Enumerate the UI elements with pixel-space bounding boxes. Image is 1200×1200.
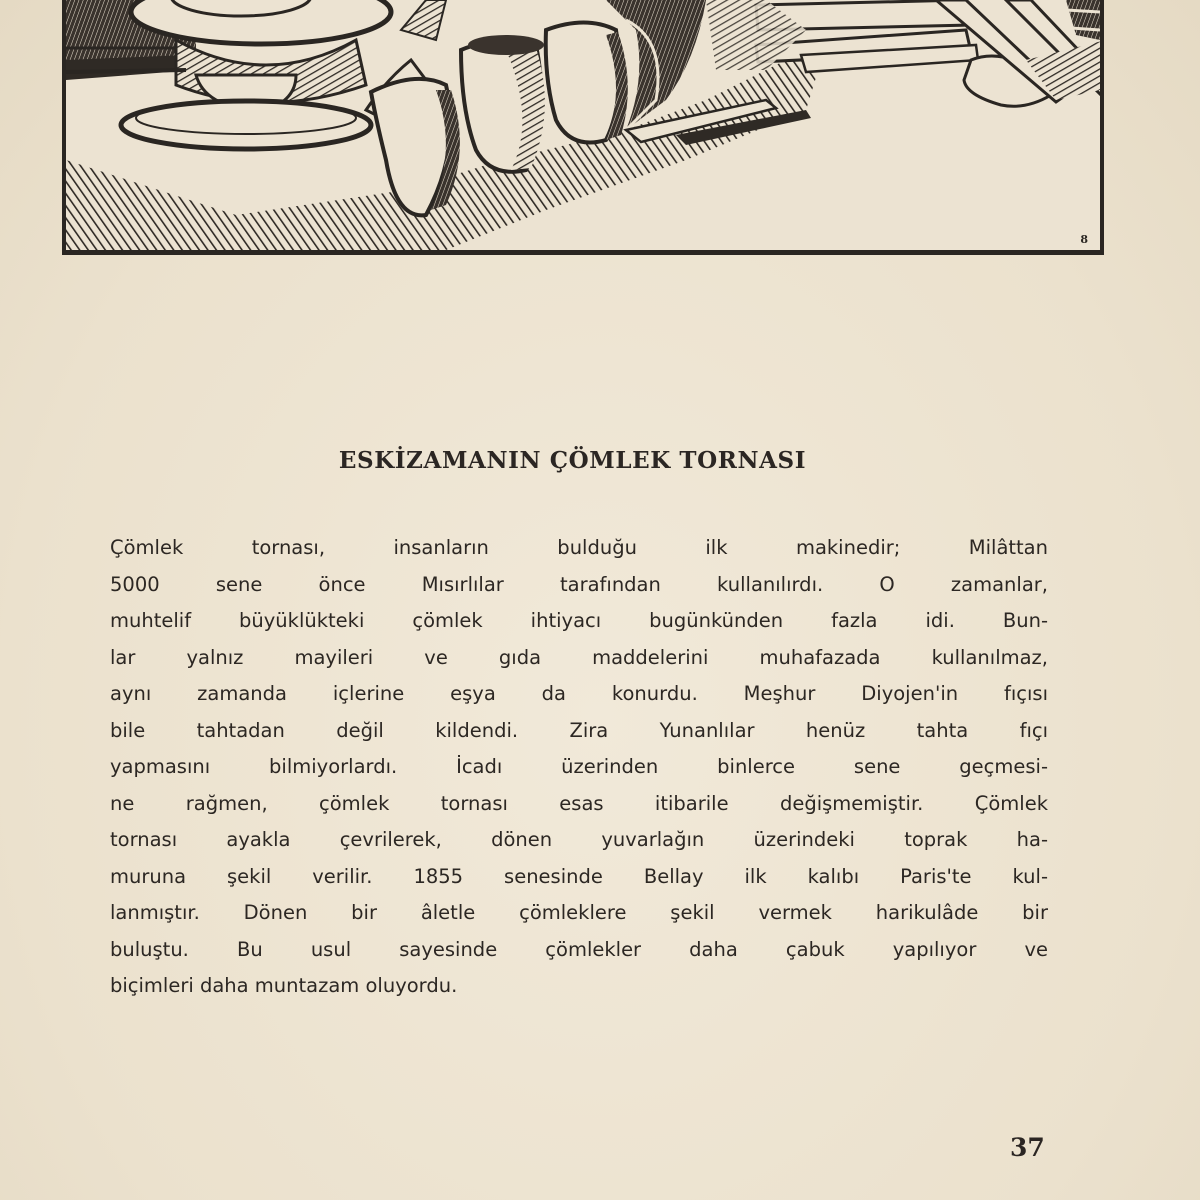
text-line: yapmasını bilmiyorlardı. İcadı üzerinden binlerce sene geçmesi- <box>110 755 1048 778</box>
article-body <box>110 530 1048 1005</box>
text-line: muruna şekil verilir. 1855 senesinde Bellay ilk kalıbı Paris'te kul- <box>110 864 1048 888</box>
text-line: tornası ayakla çevrilerek, dönen yuvarlağın üzerindeki toprak ha- <box>110 828 1048 851</box>
potters-wheel-drawing <box>66 0 1100 250</box>
woodcut-illustration <box>62 0 1104 255</box>
page-number: 37 <box>1010 1133 1045 1162</box>
text-line: ne rağmen, çömlek tornası esas itibarile değişmemiştir. Çömlek <box>110 791 1048 815</box>
text-line: muhtelif büyüklükteki çömlek ihtiyacı bugünkünden fazla idi. Bun- <box>110 609 1048 632</box>
article-title: ESKİZAMANIN ÇÖMLEK TORNASI <box>338 447 807 474</box>
text-line: bile tahtadan değil kildendi. Zira Yunanlılar henüz tahta fıçı <box>110 718 1048 742</box>
text-line: 5000 sene önce Mısırlılar tarafından kullanılırdı. O zamanlar, <box>110 572 1048 596</box>
text-line: lanmıştır. Dönen bir âletle çömleklere şekil vermek harikulâde bir <box>110 901 1048 924</box>
text-line: buluştu. Bu usul sayesinde çömlekler daha çabuk yapılıyor ve <box>110 937 1048 961</box>
text-line: biçimleri daha muntazam oluyordu. <box>110 974 458 997</box>
text-line: lar yalnız mayileri ve gıda maddelerini muhafazada kullanılmaz, <box>110 645 1048 669</box>
text-line: Çömlek tornası, insanların bulduğu ilk makinedir; Milâttan <box>110 536 1048 559</box>
text-line: aynı zamanda içlerine eşya da konurdu. Meşhur Diyojen'in fıçısı <box>110 682 1048 705</box>
plate-number: 8 <box>1080 233 1088 246</box>
